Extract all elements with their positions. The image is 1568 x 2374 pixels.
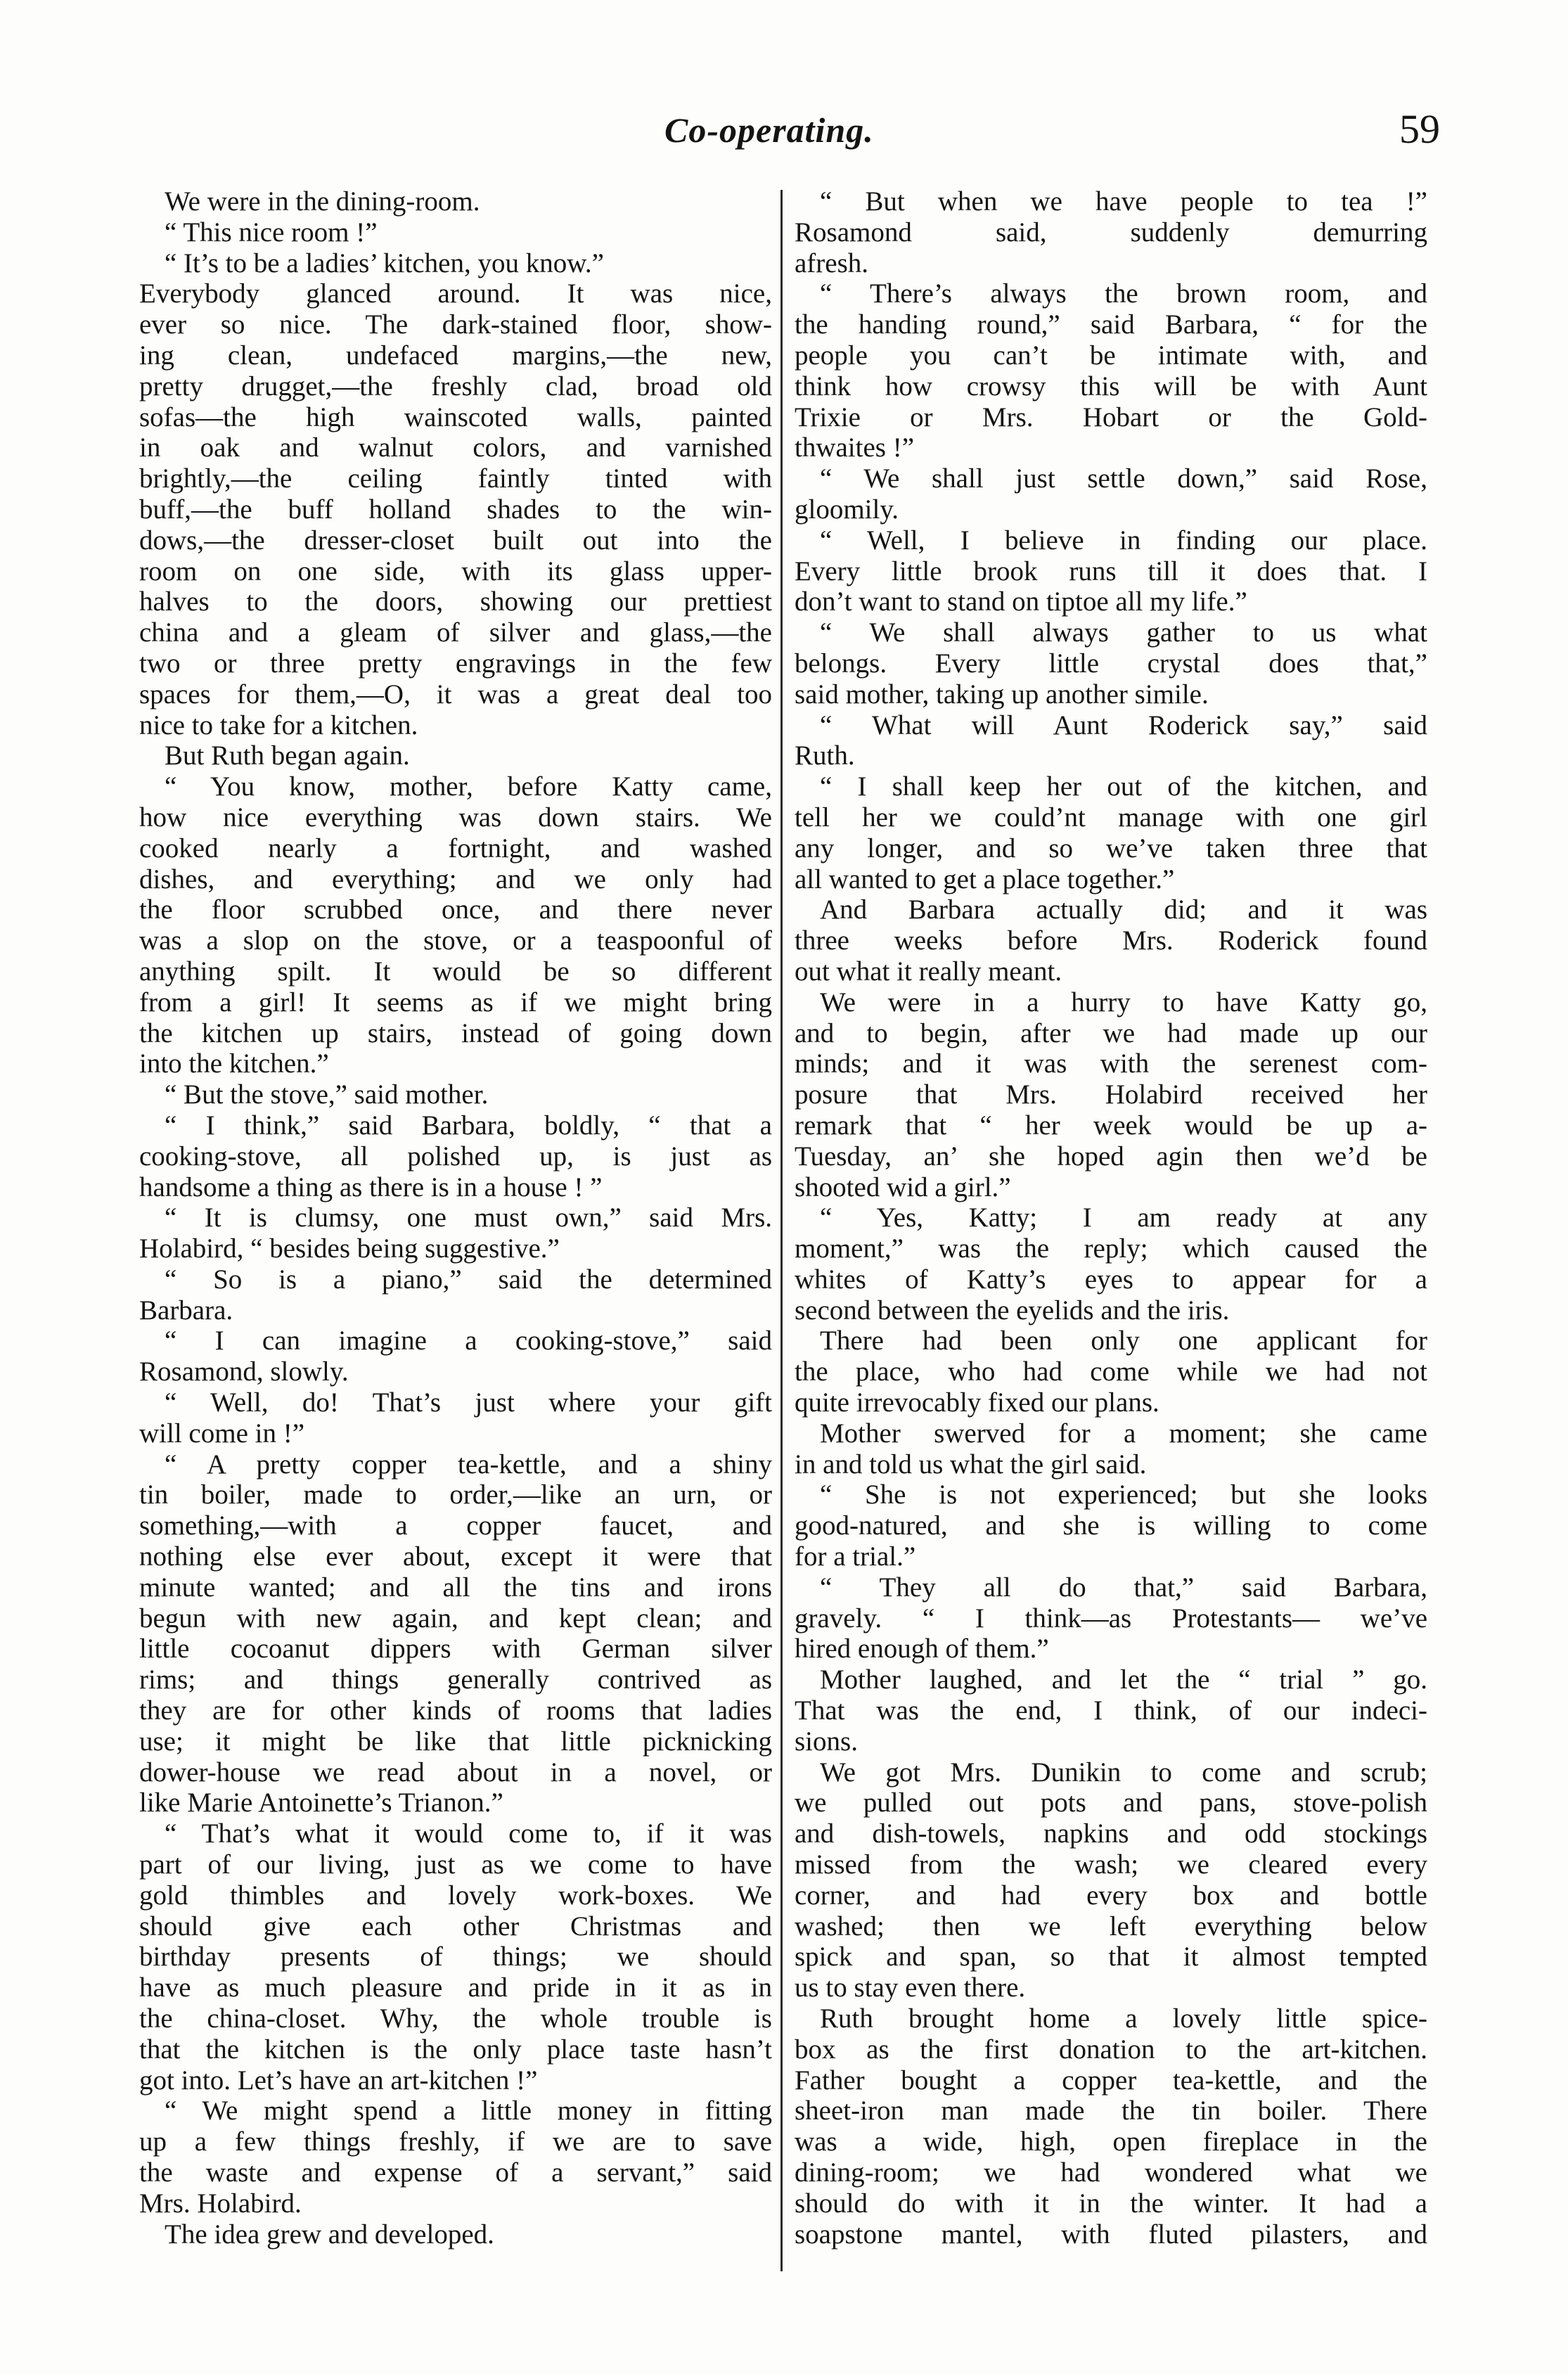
text-line: afresh. [795,248,869,278]
text-line: should do with it in the winter. It had a [795,2188,1427,2219]
text-line: “ This nice room !” [165,217,378,248]
text-line: dows,—the dresser-closet built out into the [139,525,772,556]
text-line: “ I shall keep her out of the kitchen, and [820,771,1427,802]
text-line: gloomily. [795,494,899,525]
text-line: Tuesday, an’ she hoped agin then we’d be [795,1141,1427,1172]
text-line: belongs. Every little crystal does that,” [795,648,1427,679]
text-line: the china-closet. Why, the whole trouble is [139,2003,772,2034]
text-line: missed from the wash; we cleared every [795,1849,1427,1880]
text-line: “ She is not experienced; but she looks [820,1480,1427,1510]
text-line: handsome a thing as there is in a house ! ” [139,1172,603,1202]
text-line: The idea grew and developed. [165,2219,494,2250]
text-line: have as much pleasure and pride in it as in [139,1972,772,2003]
text-line: cooked nearly a fortnight, and washed [139,833,772,864]
text-line: they are for other kinds of rooms that ladies [139,1695,772,1726]
text-line: dower-house we read about in a novel, or [139,1757,772,1788]
text-line: box as the first donation to the art-kitchen. [795,2034,1427,2065]
text-line: “ What will Aunt Roderick say,” said [820,710,1427,740]
text-line: Rosamond, slowly. [139,1356,349,1387]
text-line: “ You know, mother, before Katty came, [165,771,772,802]
text-line: part of our living, just as we come to have [139,1849,772,1880]
column-divider-rule [780,190,783,2271]
text-line: “ We might spend a little money in fitting [165,2096,772,2126]
text-line: in and told us what the girl said. [795,1449,1147,1480]
text-line: Ruth brought home a lovely little spice- [820,2003,1427,2034]
text-line: spaces for them,—O, it was a great deal too [139,679,772,710]
page-number: 59 [1399,106,1440,152]
text-line: any longer, and so we’ve taken three that [795,833,1427,864]
text-line: But Ruth began again. [165,740,410,771]
text-line: the floor scrubbed once, and there never [139,894,772,925]
text-line: Mother swerved for a moment; she came [820,1418,1427,1449]
text-line: “ We shall always gather to us what [820,617,1427,648]
text-line: should give each other Christmas and [139,1911,772,1942]
text-line: two or three pretty engravings in the few [139,648,772,679]
text-line: buff,—the buff holland shades to the win- [139,494,772,525]
right-text-column [795,186,1427,2250]
text-line: sheet-iron man made the tin boiler. There [795,2096,1427,2126]
text-line: soapstone mantel, with fluted pilasters, and [795,2219,1427,2250]
text-line: Holabird, “ besides being suggestive.” [139,1233,560,1264]
text-line: gold thimbles and lovely work-boxes. We [139,1880,772,1911]
text-line: thwaites !” [795,432,915,463]
text-line: Father bought a copper tea-kettle, and the [795,2065,1427,2096]
text-line: ing clean, undefaced margins,—the new, [139,340,772,371]
text-line: up a few things freshly, if we are to save [139,2126,772,2157]
text-line: We were in a hurry to have Katty go, [820,987,1427,1018]
text-line: and dish-towels, napkins and odd stockings [795,1818,1427,1849]
text-line: birthday presents of things; we should [139,1942,772,1972]
text-line: Mother laughed, and let the “ trial ” go. [820,1664,1427,1695]
text-line: Every little brook runs till it does that. I [795,556,1427,586]
text-line: “ I can imagine a cooking-stove,” said [165,1326,772,1356]
text-line: from a girl! It seems as if we might bring [139,987,772,1018]
text-line: will come in !” [139,1418,305,1449]
text-line: the kitchen up stairs, instead of going down [139,1018,772,1048]
text-line: “ There’s always the brown room, and [820,278,1427,309]
text-line: don’t want to stand on tiptoe all my life.” [795,586,1247,617]
text-line: “ But the stove,” said mother. [165,1079,489,1110]
text-line: good-natured, and she is willing to come [795,1510,1427,1541]
text-line: That was the end, I think, of our indeci- [795,1695,1427,1726]
text-line: whites of Katty’s eyes to appear for a [795,1264,1427,1295]
text-line: moment,” was the reply; which caused the [795,1233,1427,1264]
text-line: “ Well, do! That’s just where your gift [165,1387,772,1418]
text-line: corner, and had every box and bottle [795,1880,1427,1911]
text-line: cooking-stove, all polished up, is just as [139,1141,772,1172]
text-line: We were in the dining-room. [165,186,480,217]
text-line: minute wanted; and all the tins and irons [139,1572,772,1603]
text-line: the handing round,” said Barbara, “ for the [795,309,1427,340]
text-line: begun with new again, and kept clean; and [139,1603,772,1634]
text-line: got into. Let’s have an art-kitchen !” [139,2065,538,2096]
text-line: spick and span, so that it almost tempted [795,1942,1427,1972]
text-line: in oak and walnut colors, and varnished [139,432,772,463]
text-line: pretty drugget,—the freshly clad, broad old [139,371,772,402]
text-line: the place, who had come while we had not [795,1356,1427,1387]
text-line: three weeks before Mrs. Roderick found [795,925,1427,956]
text-line: Trixie or Mrs. Hobart or the Gold- [795,402,1427,432]
text-line: “ But when we have people to tea !” [820,186,1427,217]
text-line: nice to take for a kitchen. [139,710,418,740]
text-line: dishes, and everything; and we only had [139,864,772,894]
text-line: gravely. “ I think—as Protestants— we’ve [795,1603,1427,1634]
text-line: china and a gleam of silver and glass,—the [139,617,772,648]
text-line: people you can’t be intimate with, and [795,340,1427,371]
text-line: said mother, taking up another simile. [795,679,1209,710]
text-line: “ Well, I believe in finding our place. [820,525,1427,556]
text-line: use; it might be like that little picknicking [139,1726,772,1757]
text-line: something,—with a copper faucet, and [139,1510,772,1541]
text-line: “ It’s to be a ladies’ kitchen, you know.” [165,248,604,278]
text-line: we pulled out pots and pans, stove-polish [795,1788,1427,1818]
text-line: shooted wid a girl.” [795,1172,1011,1202]
text-line: We got Mrs. Dunikin to come and scrub; [820,1757,1427,1788]
text-line: “ I think,” said Barbara, boldly, “ that a [165,1110,772,1141]
text-line: tell her we could’nt manage with one girl [795,802,1427,833]
text-line: halves to the doors, showing our prettiest [139,586,772,617]
text-line: washed; then we left everything below [795,1911,1427,1942]
text-line: for a trial.” [795,1541,916,1572]
text-line: Barbara. [139,1295,233,1326]
text-line: us to stay even there. [795,1972,1026,2003]
text-line: remark that “ her week would be up a- [795,1110,1427,1141]
text-line: “ That’s what it would come to, if it was [165,1818,772,1849]
text-line: “ We shall just settle down,” said Rose, [820,463,1427,494]
text-line: “ They all do that,” said Barbara, [820,1572,1427,1603]
text-line: rims; and things generally contrived as [139,1664,772,1695]
text-line: out what it really meant. [795,956,1062,987]
text-line: was a wide, high, open fireplace in the [795,2126,1427,2157]
text-line: and to begin, after we had made up our [795,1018,1427,1048]
text-line: little cocoanut dippers with German silver [139,1634,772,1664]
text-line: Rosamond said, suddenly demurring [795,217,1427,248]
text-line: was a slop on the stove, or a teaspoonful of [139,925,772,956]
text-line: tin boiler, made to order,—like an urn, or [139,1480,772,1510]
text-line: minds; and it was with the serenest com- [795,1048,1427,1079]
text-line: Everybody glanced around. It was nice, [139,278,772,309]
left-text-column [139,186,772,2250]
text-line: like Marie Antoinette’s Trianon.” [139,1788,503,1818]
text-line: “ So is a piano,” said the determined [165,1264,772,1295]
text-line: anything spilt. It would be so different [139,956,772,987]
text-line: And Barbara actually did; and it was [820,894,1427,925]
running-head [0,105,1568,162]
text-line: “ A pretty copper tea-kettle, and a shiny [165,1449,772,1480]
text-line: posure that Mrs. Holabird received her [795,1079,1427,1110]
text-line: how nice everything was down stairs. We [139,802,772,833]
text-line: sions. [795,1726,858,1757]
text-line: the waste and expense of a servant,” said [139,2157,772,2188]
text-line: Ruth. [795,740,855,771]
text-line: “ It is clumsy, one must own,” said Mrs. [165,1202,772,1233]
text-line: into the kitchen.” [139,1048,329,1079]
text-line: all wanted to get a place together.” [795,864,1175,894]
running-title: Co-operating. [664,110,874,150]
text-line: dining-room; we had wondered what we [795,2157,1427,2188]
text-line: There had been only one applicant for [820,1326,1427,1356]
text-line: ever so nice. The dark-stained floor, show- [139,309,772,340]
text-line: second between the eyelids and the iris. [795,1295,1230,1326]
text-line: quite irrevocably fixed our plans. [795,1387,1159,1418]
text-line: sofas—the high wainscoted walls, painted [139,402,772,432]
text-line: “ Yes, Katty; I am ready at any [820,1202,1427,1233]
text-line: think how crowsy this will be with Aunt [795,371,1427,402]
text-line: nothing else ever about, except it were that [139,1541,772,1572]
text-line: room on one side, with its glass upper- [139,556,772,586]
text-line: brightly,—the ceiling faintly tinted with [139,463,772,494]
text-line: Mrs. Holabird. [139,2188,302,2219]
text-line: hired enough of them.” [795,1634,1049,1664]
text-line: that the kitchen is the only place taste hasn’t [139,2034,772,2065]
